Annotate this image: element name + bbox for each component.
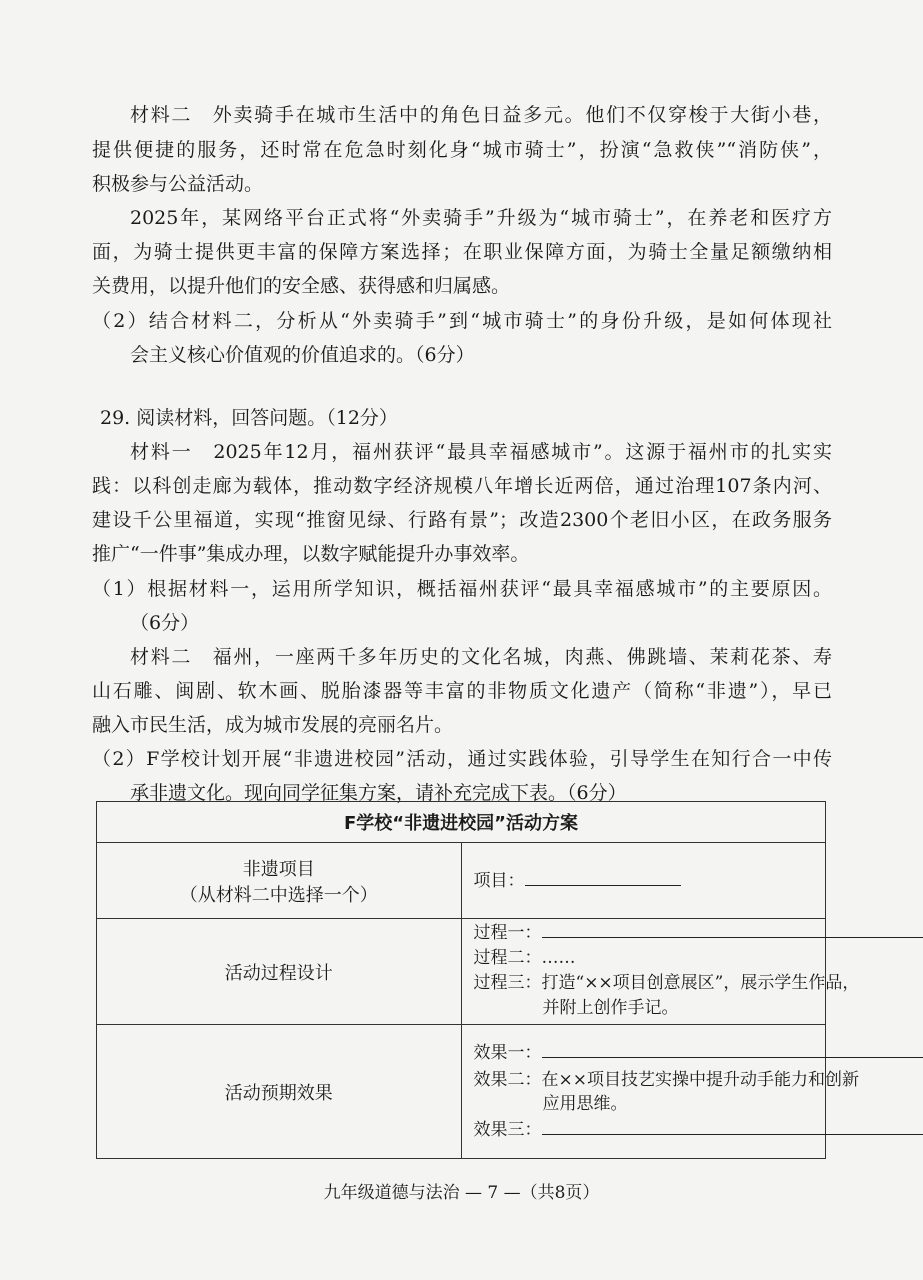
q29-material1-line-3: 建设千公里福道，实现“推窗见绿、行路有景”；改造2300个老旧小区，在政务服务 (92, 509, 832, 531)
effect-3-blank[interactable] (542, 1118, 923, 1135)
question-28-2-line-2: 会主义核心价值观的价值追求的。（6分） (130, 344, 475, 366)
q29-material1-line-2: 践：以科创走廊为载体，推动数字经济规模八年增长近两倍，通过治理107条内河、 (92, 475, 832, 497)
q29-sub1-line-1: （1）根据材料一，运用所学知识，概括福州获评“最具幸福感城市”的主要原因。 (92, 578, 832, 600)
q29-sub1-line-2: （6分） (130, 612, 200, 634)
material2-line-2: 提供便捷的服务，还时常在危急时刻化身“城市骑士”，扮演“急救侠”“消防侠”， (92, 139, 832, 161)
process-1-label: 过程一： (473, 923, 542, 943)
q29-material1-line-1: 材料一 2025年12月，福州获评“最具幸福感城市”。这源于福州市的扎实实 (130, 441, 832, 463)
row-heritage-item-label (97, 843, 462, 919)
question-28-2-line-1: （2）结合材料二，分析从“外卖骑手”到“城市骑士”的身份升级，是如何体现社 (92, 310, 832, 332)
q29-material1-line-4: 推广“一件事”集成办理，以数字赋能提升办事效率。 (92, 543, 530, 565)
material2-line-1: 材料二 外卖骑手在城市生活中的角色日益多元。他们不仅穿梭于大街小巷， (130, 104, 832, 126)
row1-label-a: 非遗项目 (242, 858, 315, 880)
q29-material2-line-3: 融入市民生活，成为城市发展的亮丽名片。 (92, 714, 454, 736)
material2-line-4: 2025年，某网络平台正式将“外卖骑手”升级为“城市骑士”，在养老和医疗方 (130, 207, 832, 229)
page-footer: 九年级道德与法治 — 7 —（共8页） (323, 1183, 600, 1203)
row-process-answer (461, 919, 860, 1025)
process-2: 过程二：…… (473, 948, 576, 968)
process-1-blank[interactable] (542, 921, 923, 938)
q29-material2-line-1: 材料二 福州，一座两千多年历史的文化名城，肉燕、佛跳墙、茉莉花茶、寿 (130, 646, 832, 668)
table-title: F学校“非遗进校园”活动方案 (97, 802, 826, 843)
material2-line-5: 面，为骑士提供更丰富的保障方案选择；在职业保障方面，为骑士全量足额缴纳相 (92, 241, 832, 263)
process-3-line-1: 过程三：打造“××项目创意展区”，展示学生作品， (473, 973, 860, 993)
row-effect-label: 活动预期效果 (97, 1025, 462, 1159)
q29-sub2-line-1: （2）F学校计划开展“非遗进校园”活动，通过实践体验，引导学生在知行合一中传 (92, 748, 832, 770)
q29-sub2-line-2: 承非遗文化。现向同学征集方案，请补充完成下表。（6分） (130, 782, 627, 804)
row1-label-b: （从材料二中选择一个） (179, 884, 378, 906)
effect-1-blank[interactable] (542, 1041, 923, 1058)
item-label: 项目： (473, 871, 525, 891)
row-heritage-item-answer (461, 843, 826, 919)
item-answer-blank[interactable] (525, 869, 681, 886)
q29-material2-line-2: 山石雕、闽剧、软木画、脱胎漆器等丰富的非物质文化遗产（简称“非遗”），早已 (92, 680, 832, 702)
row-process-label: 活动过程设计 (97, 919, 462, 1025)
effect-3-label: 效果三： (473, 1120, 542, 1140)
material2-line-3: 积极参与公益活动。 (92, 173, 264, 195)
process-3-line-2: 并附上创作手记。 (542, 998, 679, 1018)
row-effect-answer (461, 1025, 859, 1159)
effect-2-line-1: 效果二：在××项目技艺实操中提升动手能力和创新 (473, 1070, 859, 1090)
activity-plan-table (96, 801, 860, 1159)
material2-line-6: 关费用，以提升他们的安全感、获得感和归属感。 (92, 275, 511, 297)
question-29-header: 29. 阅读材料，回答问题。（12分） (100, 407, 398, 429)
effect-2-line-2: 应用思维。 (542, 1094, 628, 1114)
effect-1-label: 效果一： (473, 1043, 542, 1063)
